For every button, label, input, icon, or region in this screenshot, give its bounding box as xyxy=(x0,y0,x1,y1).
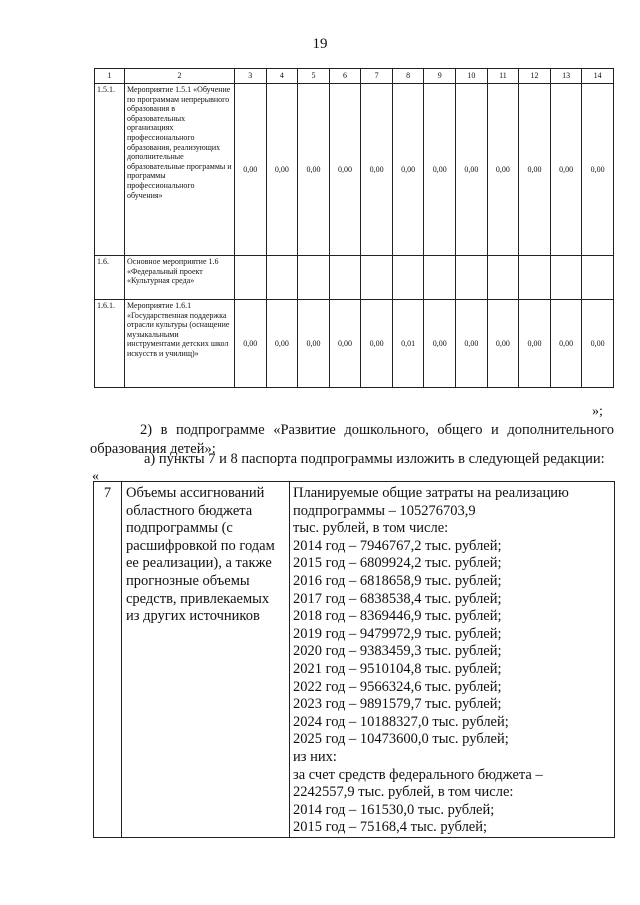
value-cell xyxy=(487,256,519,300)
funding-line: тыс. рублей, в том числе: xyxy=(293,520,449,537)
value-cell: 0,00 xyxy=(456,300,488,388)
page-number: 19 xyxy=(312,36,328,52)
row-number: 1.5.1. xyxy=(95,84,125,256)
value-cell: 0,00 xyxy=(329,300,361,388)
column-header: 12 xyxy=(519,69,551,84)
value-cell: 0,00 xyxy=(487,300,519,388)
value-cell: 0,00 xyxy=(550,84,582,256)
value-cell xyxy=(424,256,456,300)
funding-line: подпрограммы – 105276703,9 xyxy=(293,502,476,519)
column-header: 4 xyxy=(266,69,298,84)
column-header: 10 xyxy=(456,69,488,84)
column-header: 11 xyxy=(487,69,519,84)
passport-item-number: 7 xyxy=(94,482,122,838)
funding-line: 2017 год – 6838538,4 тыс. рублей; xyxy=(293,590,502,607)
row-name: Мероприятие 1.6.1 «Государственная поддержка отрасли культуры (оснащение музыкальными инструментами детских школ искусств и училищ)» xyxy=(125,300,235,388)
value-cell xyxy=(456,256,488,300)
subprogram-paragraph: 2) в подпрограмме «Развитие дошкольного, общего и дополнительного образования детей»: xyxy=(90,422,614,457)
value-cell xyxy=(235,256,267,300)
funding-line: 2242557,9 тыс. рублей, в том числе: xyxy=(293,784,514,801)
funding-line: 2022 год – 9566324,6 тыс. рублей; xyxy=(293,678,502,695)
column-header: 13 xyxy=(550,69,582,84)
funding-line: 2015 год – 75168,4 тыс. рублей; xyxy=(293,819,488,836)
value-cell: 0,00 xyxy=(235,84,267,256)
value-cell: 0,00 xyxy=(266,84,298,256)
column-header: 7 xyxy=(361,69,393,84)
value-cell: 0,00 xyxy=(329,84,361,256)
column-header: 6 xyxy=(329,69,361,84)
opening-quote: « xyxy=(92,469,99,484)
funding-table xyxy=(94,68,614,388)
column-header: 8 xyxy=(392,69,424,84)
value-cell: 0,00 xyxy=(424,84,456,256)
funding-line: 2015 год – 6809924,2 тыс. рублей; xyxy=(293,555,502,572)
funding-line: 2019 год – 9479972,9 тыс. рублей; xyxy=(293,625,502,642)
row-name: Основное мероприятие 1.6 «Федеральный проект «Культурная среда» xyxy=(125,256,235,300)
value-cell: 0,00 xyxy=(519,84,551,256)
column-header: 3 xyxy=(235,69,267,84)
funding-line: 2021 год – 9510104,8 тыс. рублей; xyxy=(293,660,502,677)
passport-item-label: Объемы ассигнований областного бюджета подпрограммы (с расшифровкой по годам ее реализации), а также прогнозные объемы средств, привлекаемых из других источников xyxy=(122,482,290,838)
value-cell xyxy=(550,256,582,300)
value-cell: 0,00 xyxy=(298,84,330,256)
value-cell: 0,00 xyxy=(361,84,393,256)
value-cell xyxy=(266,256,298,300)
value-cell: 0,00 xyxy=(392,84,424,256)
value-cell: 0,00 xyxy=(298,300,330,388)
value-cell xyxy=(298,256,330,300)
column-header: 14 xyxy=(582,69,614,84)
table-row xyxy=(95,256,614,300)
column-header: 9 xyxy=(424,69,456,84)
funding-line: 2016 год – 6818658,9 тыс. рублей; xyxy=(293,572,502,589)
row-number: 1.6.1. xyxy=(95,300,125,388)
value-cell xyxy=(392,256,424,300)
table-row xyxy=(95,300,614,388)
value-cell: 0,00 xyxy=(582,300,614,388)
row-name: Мероприятие 1.5.1 «Обучение по программам непрерывного образования в образовательных организациях профессионального образования, реализующих дополнительные образовательные программы и программы профессионального обучения» xyxy=(125,84,235,256)
funding-line: 2025 год – 10473600,0 тыс. рублей; xyxy=(293,731,509,748)
funding-line: 2020 год – 9383459,3 тыс. рублей; xyxy=(293,643,502,660)
column-header: 1 xyxy=(95,69,125,84)
funding-line: Планируемые общие затраты на реализацию xyxy=(293,485,569,501)
passport-paragraph: а) пункты 7 и 8 паспорта подпрограммы изложить в следующей редакции: xyxy=(144,451,605,467)
column-header: 2 xyxy=(125,69,235,84)
value-cell: 0,00 xyxy=(456,84,488,256)
passport-table xyxy=(93,481,615,838)
value-cell xyxy=(329,256,361,300)
closing-quote: »; xyxy=(592,404,603,419)
value-cell: 0,00 xyxy=(235,300,267,388)
funding-line: 2024 год – 10188327,0 тыс. рублей; xyxy=(293,713,509,730)
funding-line: за счет средств федерального бюджета – xyxy=(293,766,543,783)
funding-details xyxy=(290,482,615,838)
row-number: 1.6. xyxy=(95,256,125,300)
value-cell xyxy=(361,256,393,300)
funding-line: 2018 год – 8369446,9 тыс. рублей; xyxy=(293,608,502,625)
value-cell: 0,00 xyxy=(550,300,582,388)
passport-row-7 xyxy=(94,482,615,838)
table-header-row xyxy=(95,69,614,84)
value-cell xyxy=(519,256,551,300)
value-cell: 0,00 xyxy=(361,300,393,388)
table-row xyxy=(95,84,614,256)
funding-line: 2023 год – 9891579,7 тыс. рублей; xyxy=(293,696,502,713)
funding-line: 2014 год – 161530,0 тыс. рублей; xyxy=(293,801,495,818)
value-cell: 0,00 xyxy=(266,300,298,388)
funding-line: 2014 год – 7946767,2 тыс. рублей; xyxy=(293,537,502,554)
value-cell: 0,00 xyxy=(424,300,456,388)
value-cell: 0,01 xyxy=(392,300,424,388)
funding-line: из них: xyxy=(293,748,337,765)
value-cell xyxy=(582,256,614,300)
value-cell: 0,00 xyxy=(582,84,614,256)
column-header: 5 xyxy=(298,69,330,84)
value-cell: 0,00 xyxy=(487,84,519,256)
value-cell: 0,00 xyxy=(519,300,551,388)
